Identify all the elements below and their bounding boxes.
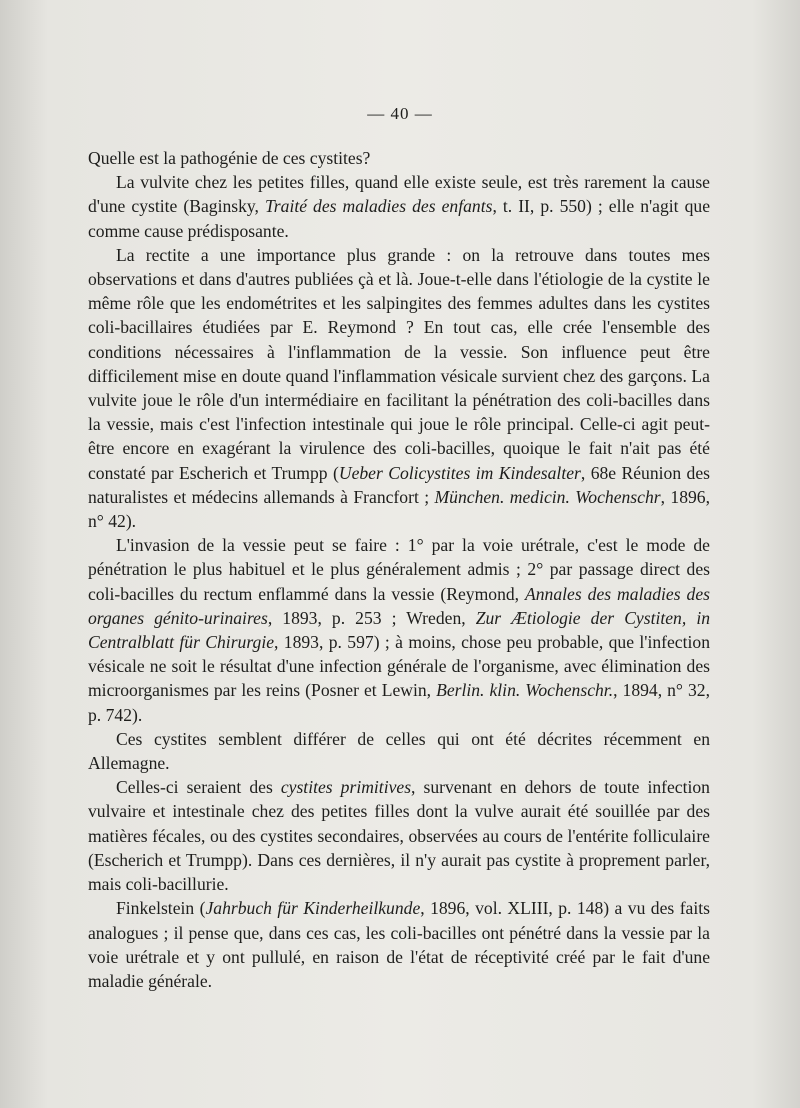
- italic-text: Jahrbuch für Kinderheilkunde: [205, 898, 421, 919]
- italic-text: Traité des maladies des enfants: [264, 196, 493, 217]
- body-text: [88, 146, 710, 993]
- paragraph: [88, 170, 710, 243]
- text-run: L'invasion de la vessie peut se faire : 1° par la voie urétrale, c'est le mode de pénétration le plus habituel et le plus généralement admis ; 2° par passage direct des coli-bacilles du rectum enflammé dans la vessie (Reymond,: [88, 535, 710, 604]
- text-run: , 1893, p. 597) ; à moins, chose peu probable, que l'infection vésicale ne soit le résultat d'une infection générale de l'organisme, avec élimination des microorganismes par les reins (Posner et Lewin,: [88, 632, 710, 701]
- italic-text: Annales des maladies des organes génito-urinaires: [88, 583, 710, 628]
- italic-text: München. medicin. Wochenschr: [434, 486, 661, 507]
- text-run: Finkelstein (: [116, 898, 206, 919]
- paragraph: [88, 727, 710, 775]
- text-run: La rectite a une importance plus grande : on la retrouve dans toutes mes observations et dans d'autres publiées çà et là. Joue-t-elle dans l'étiologie de la cystite le même rôle que les endométrites et les salpingites des femmes adultes dans les cystites coli-bacillaires étudiées par E. Reymond ? En tout cas, elle crée l'ensemble des conditions nécessaires à l'inflammation de la vessie. Son influence peut être difficilement mise en doute quand l'inflammation vésicale survient chez des garçons. La vulvite joue le rôle d'un intermédiaire en facilitant la pénétration des coli-bacilles dans la vessie, mais c'est l'infection intestinale qui joue le rôle principal. Celle-ci agit peut-être encore en exagérant la virulence des coli-bacilles, quoique le fait n'ait pas été constaté par Escherich et Trumpp (: [88, 244, 710, 483]
- italic-text: Ueber Colicystites im Kindesalter: [338, 462, 581, 483]
- paragraph: [88, 896, 710, 993]
- text-run: , t. II, p. 550) ; elle n'agit que comme cause prédisposante.: [88, 196, 710, 241]
- text-run: , 1893, p. 253 ; Wreden,: [267, 607, 476, 628]
- text-run: Quelle est la pathogénie de ces cystites?: [88, 148, 371, 168]
- text-run: La vulvite chez les petites filles, quand elle existe seule, est très rarement la cause d'une cystite (Baginsky,: [88, 172, 710, 217]
- paragraph: [88, 775, 710, 896]
- italic-text: cystites primitives: [280, 777, 412, 798]
- text-run: Celles-ci seraient des: [116, 777, 281, 798]
- text-run: , 68e Réunion des naturalistes et médecins allemands à Francfort ;: [88, 462, 710, 507]
- paragraph: [88, 146, 710, 170]
- text-run: , survenant en dehors de toute infection vulvaire et intestinale chez des petites filles dont la vulve aurait été souillée par des matières fécales, ou des cystites secondaires, observées au cours de l'entérite folliculaire (Escherich et Trumpp). Dans ces dernières, il n'y aurait pas cystite à proprement parler, mais coli-bacillurie.: [88, 777, 710, 895]
- text-run: Ces cystites semblent différer de celles qui ont été décrites récemment en Allemagne.: [88, 728, 710, 774]
- italic-text: Berlin. klin. Wochenschr.: [436, 680, 614, 701]
- paragraph: [88, 243, 710, 533]
- text-run: , 1896, vol. XLIII, p. 148) a vu des faits analogues ; il pense que, dans ces cas, les coli-bacilles ont pénétré dans la vessie par la voie urétrale et y ont pullulé, en raison de l'état de réceptivité créé par le fait d'une maladie générale.: [88, 898, 710, 991]
- page-number: — 40 —: [367, 104, 433, 123]
- paragraph: [88, 533, 710, 727]
- text-run: , 1896, n° 42).: [88, 486, 710, 532]
- italic-text: Zur Ætiologie der Cystiten, in Centralblatt für Chirurgie: [88, 607, 710, 653]
- text-run: , 1894, n° 32, p. 742).: [88, 680, 710, 725]
